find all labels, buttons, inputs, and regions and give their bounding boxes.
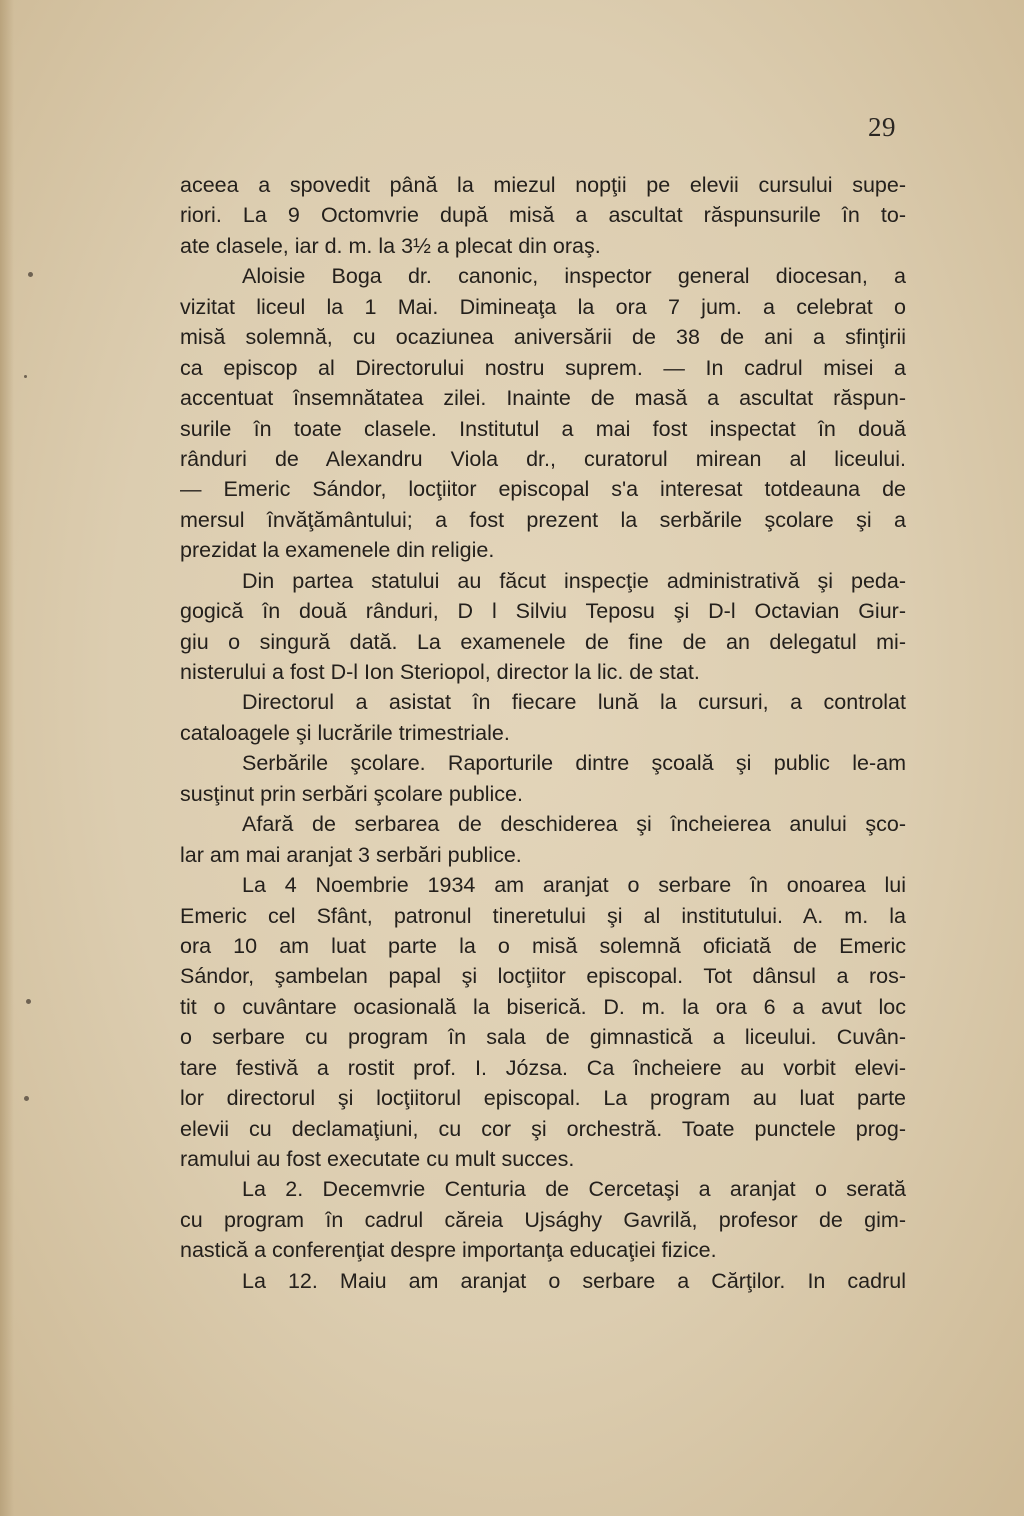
text-line: rânduri de Alexandru Viola dr., curatorul mirean al liceului.	[180, 446, 906, 471]
text-line: cu program în cadrul căreia Ujsághy Gavrilă, profesor de gim-	[180, 1207, 906, 1232]
text-line: Directorul a asistat în fiecare lună la cursuri, a controlat	[242, 690, 906, 715]
text-line: nastică a conferenţiat despre importanţa educaţiei fizice.	[180, 1238, 717, 1263]
text-line: aceea a spovedit până la miezul nopţii pe elevii cursului supe-	[180, 173, 906, 197]
text-line: accentuat însemnătatea zilei. Inainte de masă a ascultat răspun-	[180, 386, 906, 411]
text-line: gogică în două rânduri, D l Silviu Teposu şi D-l Octavian Giur-	[180, 599, 906, 624]
text-line: mersul învăţământului; a fost prezent la serbările şcolare şi a	[180, 507, 906, 532]
text-line: Sándor, şambelan papal şi locţiitor episcopal. Tot dânsul a ros-	[180, 964, 906, 989]
text-line: susţinut prin serbări şcolare publice.	[180, 781, 523, 806]
text-line: Afară de serbarea de deschiderea şi încheierea anului şco-	[242, 812, 906, 837]
text-line: lar am mai aranjat 3 serbări publice.	[180, 842, 522, 867]
text-line: Emeric cel Sfânt, patronul tineretului şi al institutului. A. m. la	[180, 903, 906, 928]
text-line: La 12. Maiu am aranjat o serbare a Cărţilor. In cadrul	[242, 1268, 906, 1293]
text-line: La 4 Noembrie 1934 am aranjat o serbare în onoarea lui	[242, 873, 906, 898]
text-line: Din partea statului au făcut inspecţie administrativă şi peda-	[242, 568, 906, 593]
text-line: ora 10 am luat parte la o misă solemnă oficiată de Emeric	[180, 933, 906, 958]
text-line: ate clasele, iar d. m. la 3½ a plecat din oraş.	[180, 233, 601, 258]
text-line: riori. La 9 Octomvrie după misă a ascultat răspunsurile în to-	[180, 203, 906, 228]
paper-speck	[26, 999, 31, 1004]
text-line: prezidat la examenele din religie.	[180, 538, 495, 563]
text-line: tare festivă a rostit prof. I. Józsa. Ca încheiere au vorbit elevi-	[180, 1055, 906, 1080]
paper-speck	[24, 1096, 29, 1101]
text-line: Aloisie Boga dr. canonic, inspector general diocesan, a	[242, 264, 906, 289]
text-line: giu o singură dată. La examenele de fine de an delegatul mi-	[180, 629, 906, 654]
text-line: surile în toate clasele. Institutul a mai fost inspectat în două	[180, 416, 906, 441]
text-line: elevii cu declamaţiuni, cu cor şi orchestră. Toate punctele prog-	[180, 1116, 906, 1141]
text-line: misă solemnă, cu ocaziunea aniversării de 38 de ani a sfinţirii	[180, 325, 906, 350]
text-line: nisterului a fost D-l Ion Steriopol, director la lic. de stat.	[180, 660, 700, 684]
paper-speck	[28, 272, 33, 277]
text-line: — Emeric Sándor, locţiitor episcopal s'a interesat totdeauna de	[180, 477, 906, 502]
text-line: ramului au fost executate cu mult succes.	[180, 1147, 575, 1171]
text-line: o serbare cu program în sala de gimnastică a liceului. Cuvân-	[180, 1025, 906, 1050]
page-binding-shadow	[0, 0, 14, 1516]
text-line: cataloagele şi lucrările trimestriale.	[180, 720, 510, 745]
body-text	[180, 170, 906, 1296]
text-line: vizitat liceul la 1 Mai. Dimineaţa la ora 7 jum. a celebrat o	[180, 294, 906, 319]
text-line: La 2. Decemvrie Centuria de Cercetaşi a aranjat o serată	[242, 1177, 906, 1202]
text-line: Serbările şcolare. Raporturile dintre şcoală şi public le-am	[242, 751, 906, 776]
text-line: tit o cuvântare ocasională la biserică. D. m. la ora 6 a avut loc	[180, 994, 906, 1019]
text-line: lor directorul şi locţiitorul episcopal. La program au luat parte	[180, 1086, 906, 1111]
paper-speck	[24, 375, 27, 378]
page-number: 29	[868, 112, 896, 142]
text-line: ca episcop al Directorului nostru suprem. — In cadrul misei a	[180, 355, 906, 380]
